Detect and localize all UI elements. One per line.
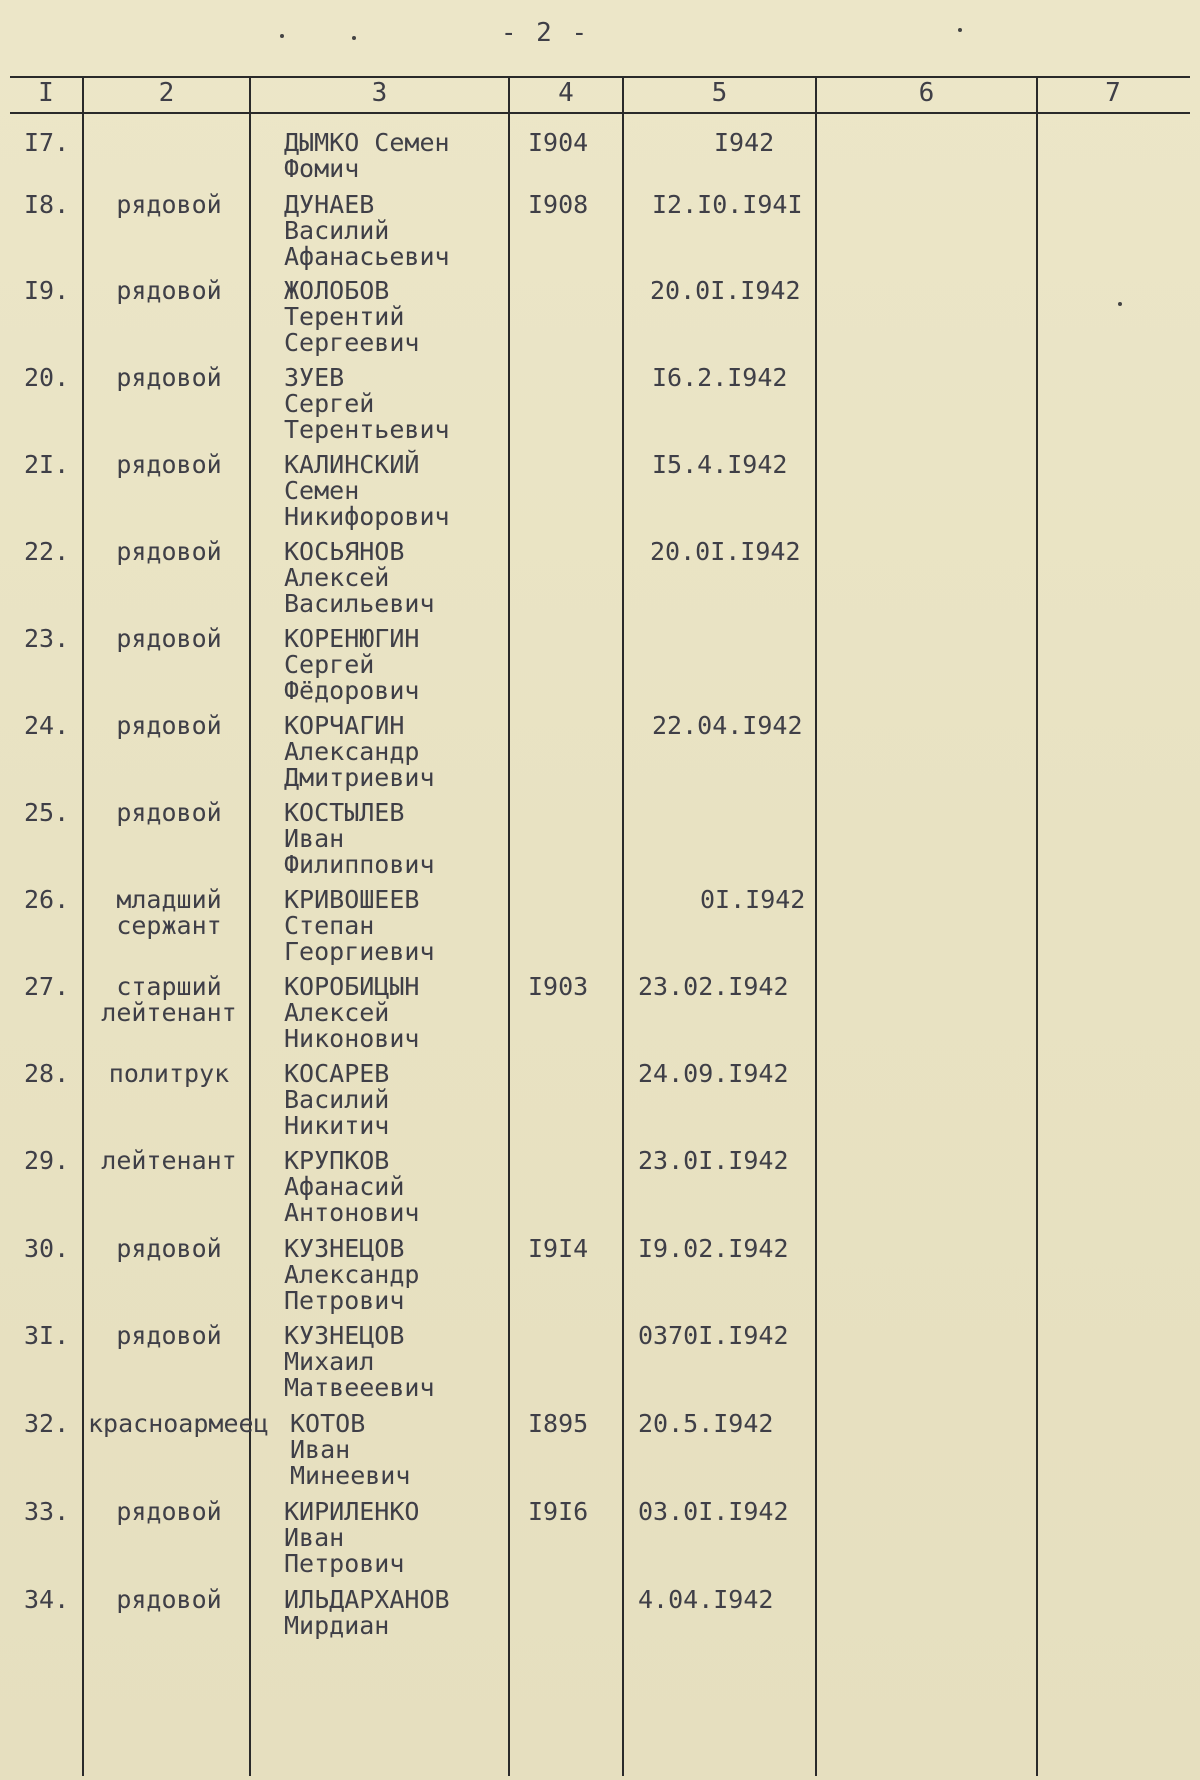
date-cell: I5.4.I942 — [652, 450, 788, 479]
name-cell: КОРЧАГИН Александр Дмитриевич — [284, 711, 435, 792]
row-number: 34. — [24, 1585, 70, 1614]
column-rule-3 — [508, 76, 510, 1776]
name-cell: КРИВОШЕЕВ Степан Георгиевич — [284, 885, 435, 966]
name-cell: КОРОБИЦЫН Алексей Никонович — [284, 972, 420, 1053]
ink-speck — [958, 28, 962, 32]
year-cell: I908 — [528, 190, 589, 219]
name-cell: КОСЬЯНОВ Алексей Васильевич — [284, 537, 435, 618]
rank-cell: рядовой — [116, 1585, 222, 1614]
date-cell: 4.04.I942 — [638, 1585, 774, 1614]
date-cell: 24.09.I942 — [638, 1059, 789, 1088]
date-cell: I6.2.I942 — [652, 363, 788, 392]
rank-cell: рядовой — [116, 1321, 222, 1350]
date-cell: 22.04.I942 — [652, 711, 803, 740]
rank-cell: рядовой — [116, 798, 222, 827]
row-number: 25. — [24, 798, 70, 827]
year-cell: I904 — [528, 128, 589, 157]
row-number: I7. — [24, 128, 70, 157]
date-cell: 03.0I.I942 — [638, 1497, 789, 1526]
year-cell: I903 — [528, 972, 589, 1001]
rank-cell: лейтенант — [101, 1146, 237, 1175]
rank-cell: старший лейтенант — [101, 972, 237, 1027]
year-cell: I9I4 — [528, 1234, 589, 1263]
name-cell: КОСТЫЛЕВ Иван Филиппович — [284, 798, 435, 879]
date-cell: I9.02.I942 — [638, 1234, 789, 1263]
date-cell: I942 — [714, 128, 775, 157]
name-cell: КАЛИНСКИЙ Семен Никифорович — [284, 450, 450, 531]
ink-speck — [280, 34, 284, 38]
ink-speck — [1118, 302, 1122, 306]
name-cell: КУЗНЕЦОВ Александр Петрович — [284, 1234, 420, 1315]
column-header-3: 3 — [371, 78, 388, 108]
rank-cell: рядовой — [116, 276, 222, 305]
date-cell: 23.02.I942 — [638, 972, 789, 1001]
date-cell: 0370I.I942 — [638, 1321, 789, 1350]
name-cell: КОСАРЕВ Василий Никитич — [284, 1059, 390, 1140]
column-header-5: 5 — [711, 78, 728, 108]
row-number: 3I. — [24, 1321, 70, 1350]
header-bottom-rule — [10, 112, 1190, 114]
row-number: 24. — [24, 711, 70, 740]
row-number: 22. — [24, 537, 70, 566]
rank-cell: рядовой — [116, 450, 222, 479]
date-cell: I2.I0.I94I — [652, 190, 803, 219]
rank-cell: рядовой — [116, 624, 222, 653]
column-header-6: 6 — [918, 78, 935, 108]
rank-cell: младший сержант — [116, 885, 222, 940]
name-cell: ДЫМКО Семен Фомич — [284, 128, 450, 183]
name-cell: КОТОВ Иван Минеевич — [290, 1409, 411, 1490]
column-rule-6 — [1036, 76, 1038, 1776]
rank-cell: рядовой — [116, 711, 222, 740]
page-number: - 2 - — [500, 18, 590, 48]
row-number: 29. — [24, 1146, 70, 1175]
name-cell: КРУПКОВ Афанасий Антонович — [284, 1146, 420, 1227]
row-number: 2I. — [24, 450, 70, 479]
row-number: 26. — [24, 885, 70, 914]
row-number: 33. — [24, 1497, 70, 1526]
rank-cell: рядовой — [116, 190, 222, 219]
date-cell: 20.0I.I942 — [650, 537, 801, 566]
date-cell: 0I.I942 — [700, 885, 806, 914]
rank-cell: политрук — [108, 1059, 230, 1088]
row-number: I8. — [24, 190, 70, 219]
date-cell: 20.0I.I942 — [650, 276, 801, 305]
row-number: 20. — [24, 363, 70, 392]
rank-cell: красноармеец — [88, 1409, 269, 1438]
name-cell: КУЗНЕЦОВ Михаил Матвееевич — [284, 1321, 435, 1402]
row-number: 28. — [24, 1059, 70, 1088]
row-number: 30. — [24, 1234, 70, 1263]
rank-cell: рядовой — [116, 363, 222, 392]
row-number: 32. — [24, 1409, 70, 1438]
column-rule-5 — [815, 76, 817, 1776]
row-number: 23. — [24, 624, 70, 653]
name-cell: КИРИЛЕНКО Иван Петрович — [284, 1497, 420, 1578]
column-header-7: 7 — [1105, 78, 1121, 108]
date-cell: 23.0I.I942 — [638, 1146, 789, 1175]
row-number: 27. — [24, 972, 70, 1001]
name-cell: ДУНАЕВ Василий Афанасьевич — [284, 190, 450, 271]
date-cell: 20.5.I942 — [638, 1409, 774, 1438]
rank-cell: рядовой — [116, 1497, 222, 1526]
column-rule-4 — [622, 76, 624, 1776]
year-cell: I9I6 — [528, 1497, 589, 1526]
name-cell: ЗУЕВ Сергей Терентьевич — [284, 363, 450, 444]
year-cell: I895 — [528, 1409, 589, 1438]
ink-speck — [352, 36, 356, 40]
name-cell: ЖОЛОБОВ Терентий Сергеевич — [284, 276, 420, 357]
column-header-2: 2 — [158, 78, 175, 108]
rank-cell: рядовой — [116, 537, 222, 566]
rank-cell: рядовой — [116, 1234, 222, 1263]
name-cell: КОРЕНЮГИН Сергей Фёдорович — [284, 624, 420, 705]
column-header-4: 4 — [558, 78, 574, 108]
row-number: I9. — [24, 276, 70, 305]
column-header-1: I — [38, 78, 54, 108]
name-cell: ИЛЬДАРХАНОВ Мирдиан — [284, 1585, 450, 1640]
